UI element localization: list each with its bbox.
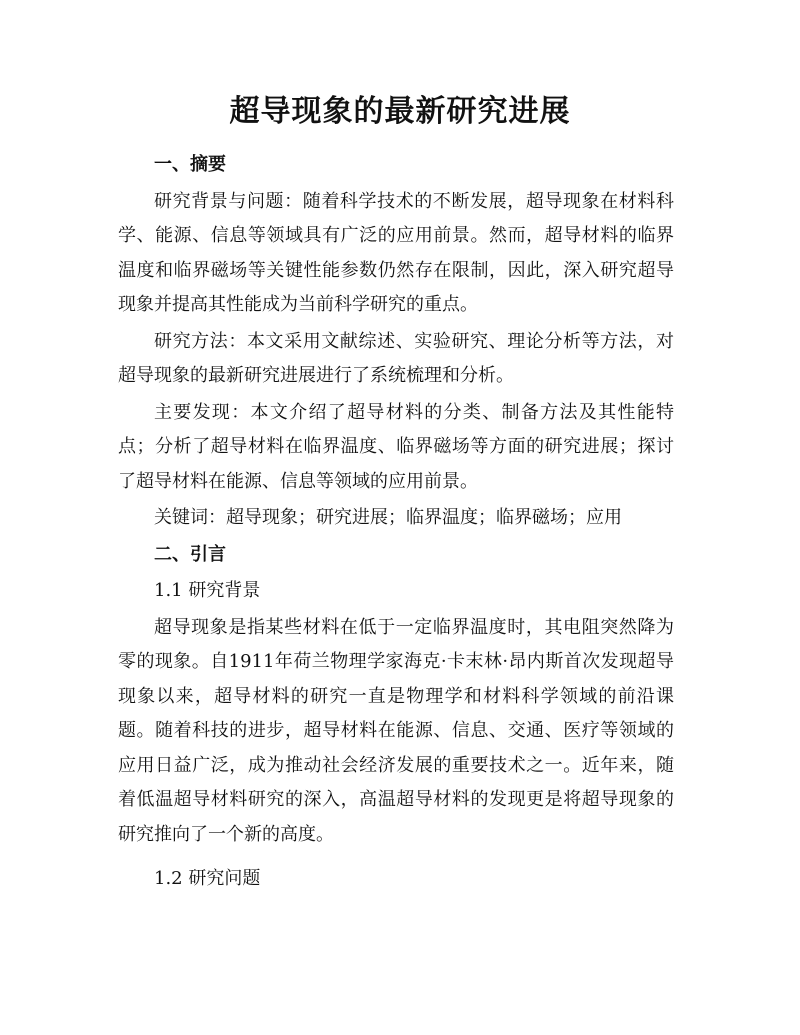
document-title: 超导现象的最新研究进展 — [229, 94, 571, 129]
abstract-background-paragraph: 研究背景与问题：随着科学技术的不断发展，超导现象在材料科学、能源、信息等领域具有广泛的应用前景。然而，超导材料的临界温度和临界磁场等关键性能参数仍然存在限制，因此，深入研究超导现象并提高其性能成为当前科学研究的重点。 — [118, 190, 674, 315]
document-body — [118, 148, 674, 897]
keywords-line: 关键词：超导现象；研究进展；临界温度；临界磁场；应用 — [154, 507, 622, 528]
subheading-research-background: 1.1 研究背景 — [154, 580, 261, 601]
abstract-heading: 一、摘要 — [154, 154, 226, 175]
abstract-findings-paragraph: 主要发现：本文介绍了超导材料的分类、制备方法及其性能特点；分析了超导材料在临界温度、临界磁场等方面的研究进展；探讨了超导材料在能源、信息等领域的应用前景。 — [118, 401, 674, 492]
subheading-research-question: 1.2 研究问题 — [154, 868, 261, 889]
intro-heading: 二、引言 — [154, 543, 226, 565]
intro-paragraph: 超导现象是指某些材料在低于一定临界温度时，其电阻突然降为零的现象。自1911年荷兰物理学家海克·卡末林·昂内斯首次发现超导现象以来，超导材料的研究一直是物理学和材料科学领域的前沿课题。随着科技的进步，超导材料在能源、信息、交通、医疗等领域的应用日益广泛，成为推动社会经济发展的重要技术之一。近年来，随着低温超导材料研究的深入，高温超导材料的发现更是将超导现象的研究推向了一个新的高度。 — [118, 616, 674, 845]
abstract-method-paragraph: 研究方法：本文采用文献综述、实验研究、理论分析等方法，对超导现象的最新研究进展进行了系统梳理和分析。 — [118, 330, 674, 386]
